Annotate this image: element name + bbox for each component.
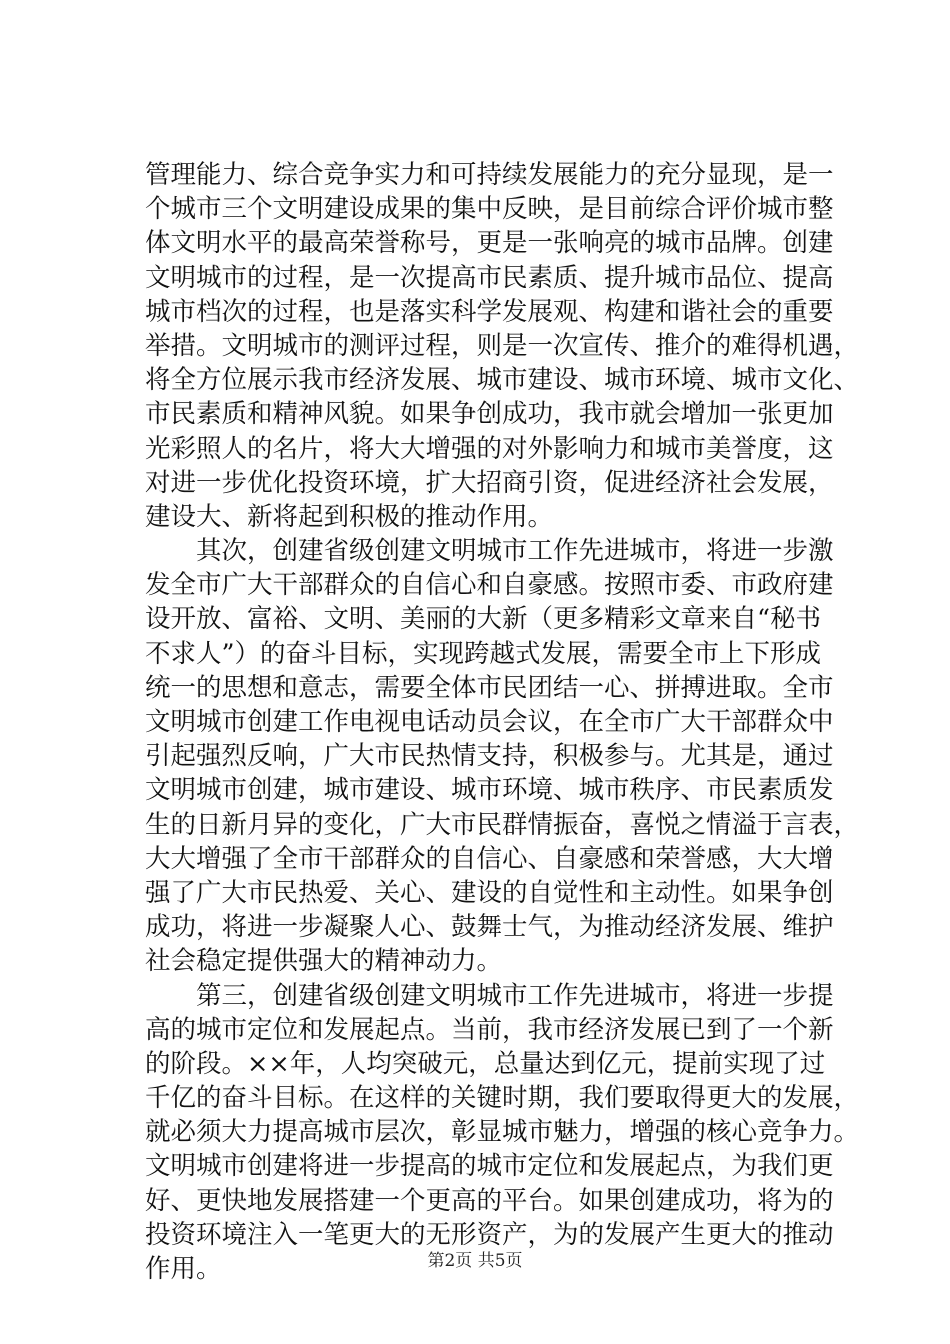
text-line: 体文明水平的最高荣誉称号，更是一张响亮的城市品牌。创建: [145, 228, 834, 259]
text-line: 成功，将进一步凝聚人心、鼓舞士气，为推动经济发展、维护: [145, 912, 834, 943]
text-line: 文明城市创建工作电视电话动员会议，在全市广大干部群众中: [145, 707, 834, 737]
text-line: 的阶段。××年，人均突破元，总量达到亿元，提前实现了过: [145, 1048, 826, 1079]
text-line: 统一的思想和意志，需要全体市民团结一心、拼搏进取。全市: [145, 672, 834, 703]
text-line: 对进一步优化投资环境，扩大招商引资，促进经济社会发展，: [145, 467, 834, 498]
body-text: [145, 158, 860, 1286]
text-line: 城市档次的过程，也是落实科学发展观、构建和谐社会的重要: [145, 296, 834, 327]
text-line: 文明城市创建，城市建设、城市环境、城市秩序、市民素质发: [145, 775, 834, 806]
text-line: 个城市三个文明建设成果的集中反映，是目前综合评价城市整: [145, 194, 834, 225]
text-line: 生的日新月异的变化，广大市民群情振奋，喜悦之情溢于言表，: [145, 809, 860, 840]
text-line: 建设大、新将起到积极的推动作用。: [145, 501, 554, 532]
page-number-footer: 第2页 共5页: [427, 1251, 523, 1271]
text-line: 高的城市定位和发展起点。当前，我市经济发展已到了一个新: [145, 1014, 834, 1045]
text-line: 千亿的奋斗目标。在这样的关键时期，我们要取得更大的发展，: [145, 1083, 860, 1114]
text-line: 发全市广大干部群众的自信心和自豪感。按照市委、市政府建: [145, 570, 834, 601]
text-line: 就必须大力提高城市层次，彰显城市魅力，增强的核心竞争力。: [145, 1117, 860, 1148]
text-line: 文明城市创建将进一步提高的城市定位和发展起点，为我们更: [145, 1151, 834, 1182]
text-line: 第三，创建省级创建文明城市工作先进城市，将进一步提: [145, 980, 834, 1011]
text-line: 大大增强了全市干部群众的自信心、自豪感和荣誉感，大大增: [145, 843, 834, 874]
text-line: 好、更快地发展搭建一个更高的平台。如果创建成功，将为的: [145, 1185, 834, 1216]
text-line: 强了广大市民热爱、关心、建设的自觉性和主动性。如果争创: [145, 877, 834, 908]
text-line: 文明城市的过程，是一次提高市民素质、提升城市品位、提高: [145, 262, 834, 293]
text-line: 投资环境注入一笔更大的无形资产，为的发展产生更大的推动: [145, 1219, 834, 1250]
text-line: 作用。: [145, 1254, 222, 1284]
text-line: 管理能力、综合竞争实力和可持续发展能力的充分显现，是一: [145, 160, 834, 190]
text-line: 举措。文明城市的测评过程，则是一次宣传、推介的难得机遇，: [145, 330, 860, 361]
text-line: 市民素质和精神风貌。如果争创成功，我市就会增加一张更加: [145, 399, 834, 430]
text-line: 将全方位展示我市经济发展、城市建设、城市环境、城市文化、: [145, 365, 860, 396]
text-line: 光彩照人的名片，将大大增强的对外影响力和城市美誉度，这: [145, 433, 834, 464]
text-line: 引起强烈反响，广大市民热情支持，积极参与。尤其是，通过: [145, 741, 834, 772]
text-line: 不求人”）的奋斗目标，实现跨越式发展，需要全市上下形成: [145, 638, 822, 669]
text-line: 设开放、富裕、文明、美丽的大新（更多精彩文章来自“秘书: [145, 604, 822, 635]
text-line: 其次，创建省级创建文明城市工作先进城市，将进一步激: [145, 536, 834, 567]
text-line: 社会稳定提供强大的精神动力。: [145, 946, 503, 977]
